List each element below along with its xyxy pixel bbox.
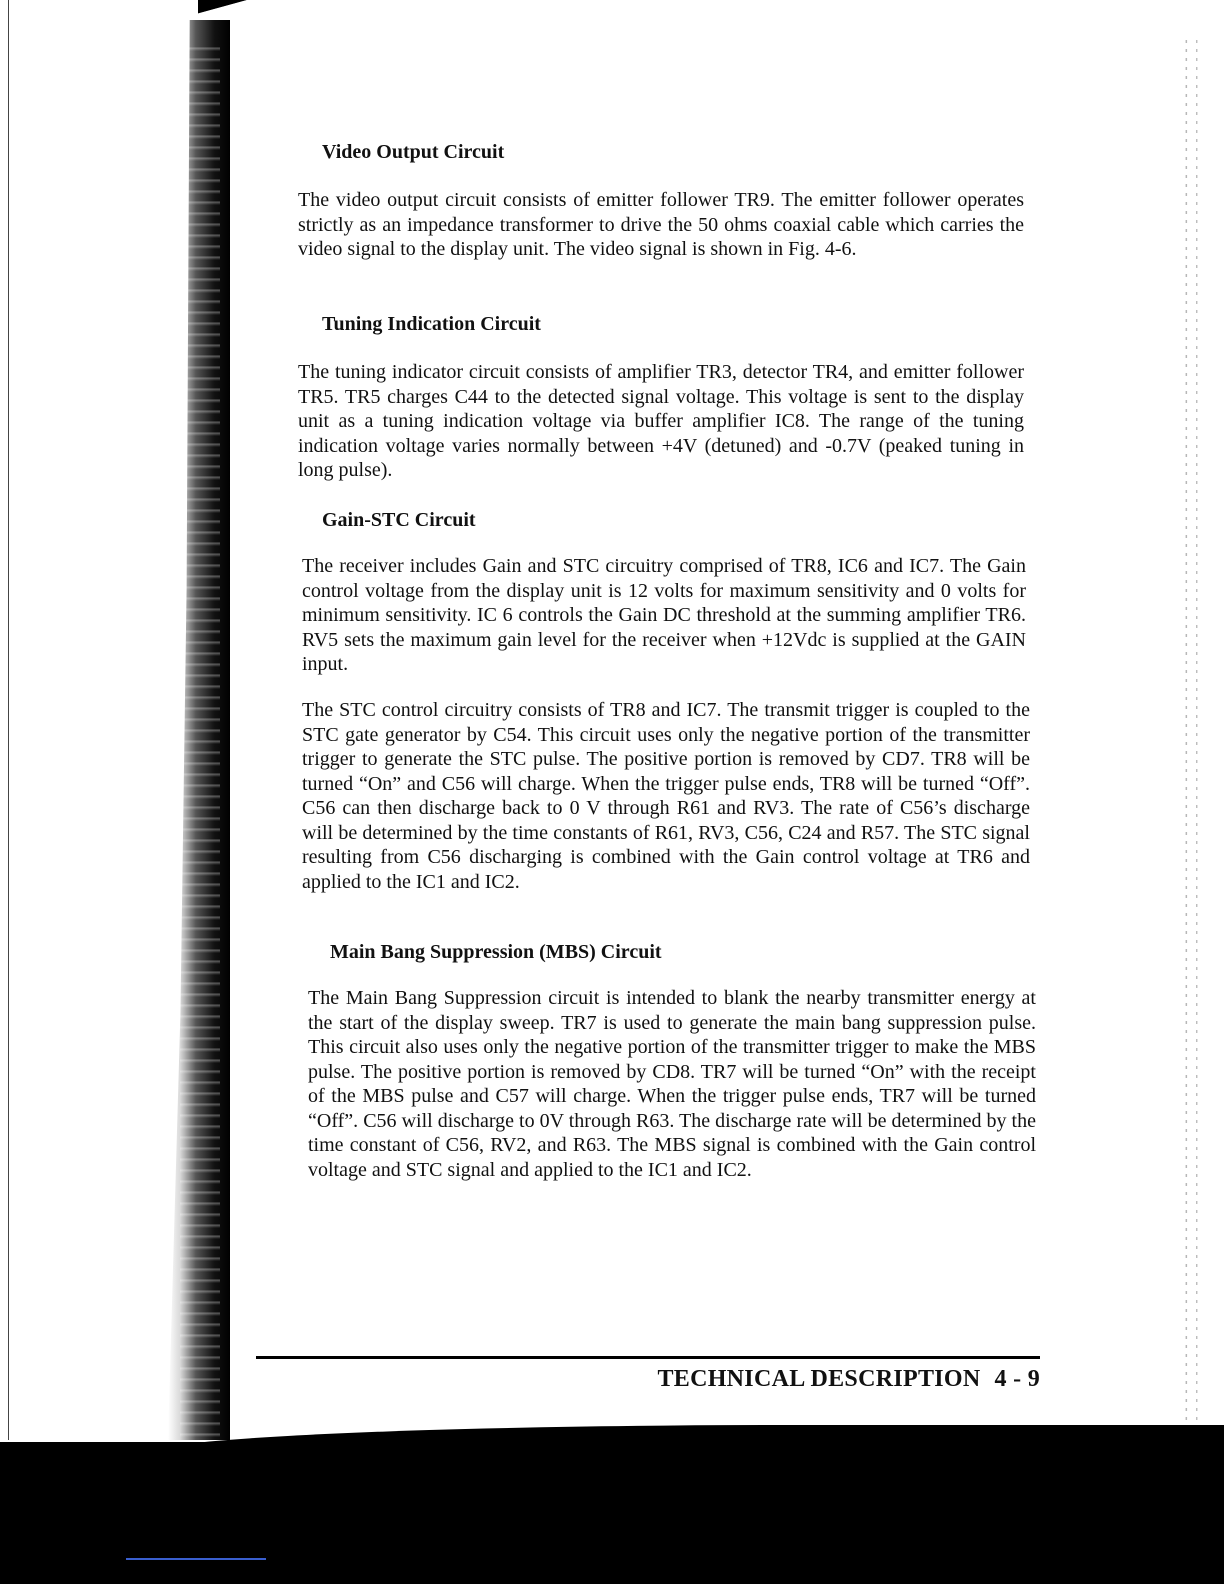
footer-title: TECHNICAL DESCRIPTION bbox=[657, 1366, 981, 1392]
page-number: 4 - 9 bbox=[994, 1366, 1040, 1392]
section-heading-mbs: Main Bang Suppression (MBS) Circuit bbox=[330, 941, 662, 963]
section-paragraph-tuning-indication: The tuning indicator circuit consists of amplifier TR3, detector TR4, and emitter follower TR5. TR5 charges C44 to the detected signal voltage. This voltage is sent to the display unit as a tuning indication voltage via buffer amplifier IC8. The range of the tuning indication voltage varies normally between +4V (detuned) and -0.7V (peaked tuning in long pulse). bbox=[298, 361, 1024, 481]
scan-bottom-band bbox=[0, 1442, 1224, 1584]
section-heading-tuning-indication: Tuning Indication Circuit bbox=[322, 313, 541, 335]
scan-binding-specks bbox=[180, 40, 220, 1440]
scan-top-corner bbox=[198, 0, 278, 22]
scan-blue-line bbox=[126, 1558, 266, 1560]
section-paragraph-mbs: The Main Bang Suppression circuit is intended to blank the nearby transmitter energy at the start of the display sweep. TR7 is used to generate the main bang suppression pulse. This circuit also uses only the negative portion of the transmitter trigger to make the MBS pulse. The positive portion is removed by CD8. TR7 will be turned “On” with the receipt of the MBS pulse and C57 will charge. When the trigger pulse ends, TR7 will be turned “Off”. C56 will discharge to 0V through R63. The discharge rate will be determined by the time constant of C56, RV2, and R63. The MBS signal is combined with the Gain control voltage and STC signal and applied to the IC1 and IC2. bbox=[308, 987, 1036, 1181]
section-paragraph-gain-stc-1: The receiver includes Gain and STC circuitry comprised of TR8, IC6 and IC7. The Gain control voltage from the display unit is 12 volts for maximum sensitivity and 0 volts for minimum sensitivity. IC 6 controls the Gain DC threshold at the summing amplifier TR6. RV5 sets the maximum gain level for the receiver when +12Vdc is supplied at the GAIN input. bbox=[302, 555, 1026, 675]
footer-rule bbox=[256, 1356, 1040, 1359]
scan-right-page-edge bbox=[1172, 40, 1202, 1460]
section-heading-video-output: Video Output Circuit bbox=[322, 141, 505, 163]
section-paragraph-gain-stc-2: The STC control circuitry consists of TR8 and IC7. The transmit trigger is coupled to the STC gate generator by C54. This circuit uses only the negative portion of the transmitter trigger to generate the STC pulse. The positive portion is removed by CD7. TR8 will be turned “On” and C56 will charge. When the trigger pulse ends, TR8 will be turned “Off”. C56 can then discharge back to 0 V through R61 and RV3. The rate of C56’s discharge will be determined by the time constants of R61, RV3, C56, C24 and R57. The STC signal resulting from C56 discharging is combined with the Gain control voltage at TR6 and applied to the IC1 and IC2. bbox=[302, 699, 1030, 893]
section-heading-gain-stc: Gain-STC Circuit bbox=[322, 509, 476, 531]
scan-left-rule bbox=[8, 0, 9, 1440]
page-footer bbox=[600, 1362, 1040, 1396]
section-paragraph-video-output: The video output circuit consists of emitter follower TR9. The emitter follower operates strictly as an impedance transformer to drive the 50 ohms coaxial cable which carries the video signal to the display unit. The video signal is shown in Fig. 4-6. bbox=[298, 189, 1024, 260]
